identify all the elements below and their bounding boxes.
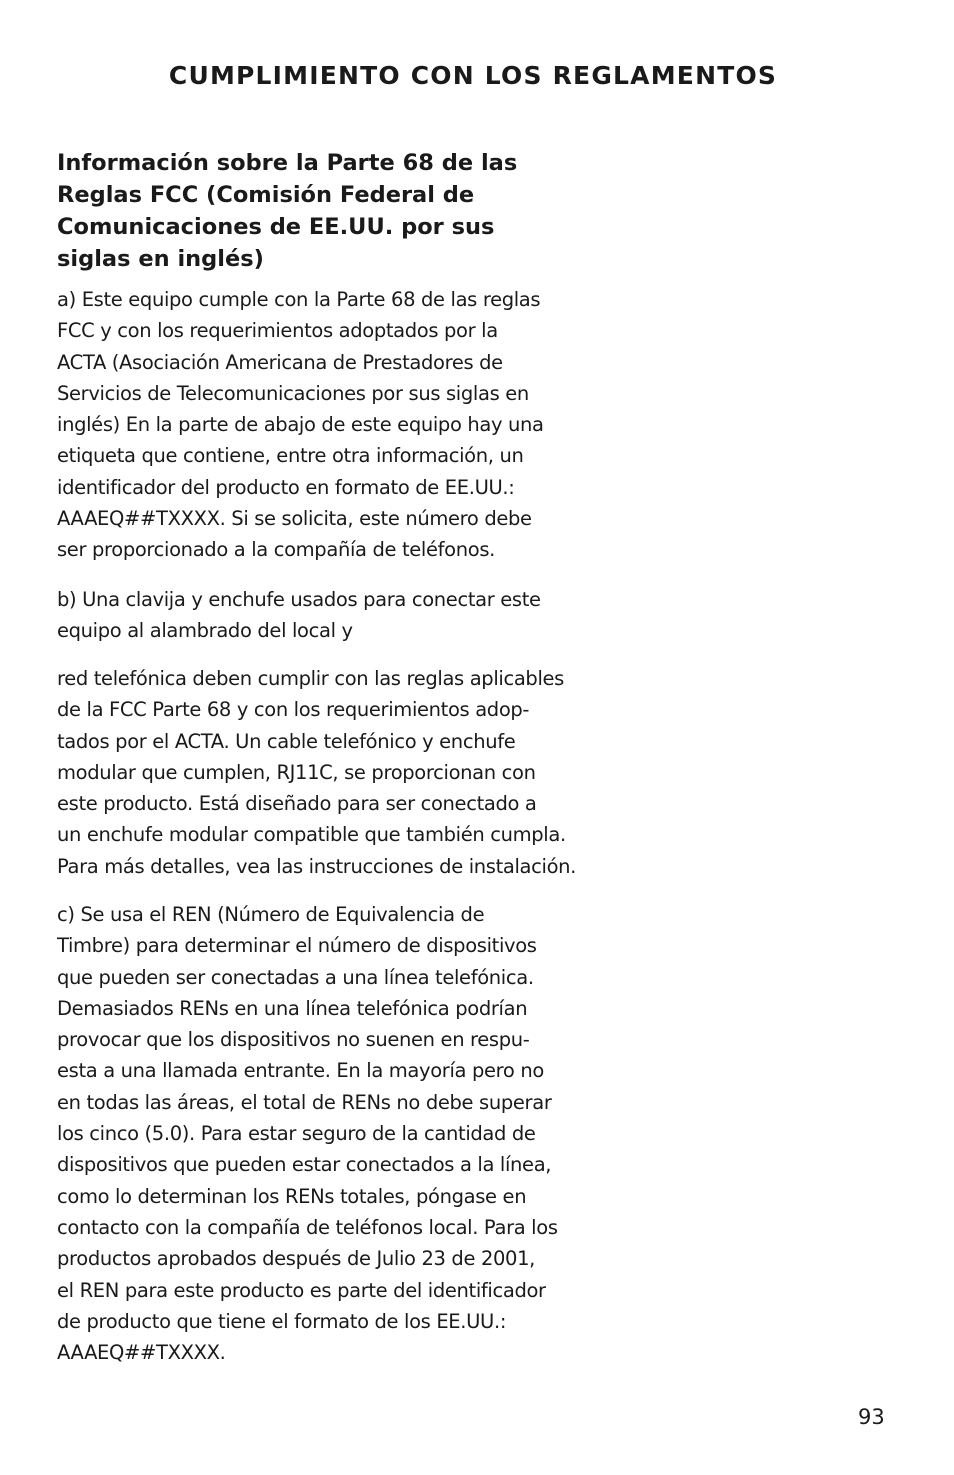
paragraph-line: en todas las áreas, el total de RENs no debe superar	[57, 1090, 552, 1114]
paragraph-line: FCC y con los requerimientos adoptados por la	[57, 319, 498, 343]
paragraph-line: Timbre) para determinar el número de dispositivos	[57, 934, 537, 958]
paragraph-line: un enchufe modular compatible que también cumpla.	[57, 823, 566, 847]
paragraph-line: de la FCC Parte 68 y con los requerimientos adop-	[57, 698, 530, 722]
paragraph-line: los cinco (5.0). Para estar seguro de la cantidad de	[57, 1122, 536, 1146]
paragraph-line: productos aprobados después de Julio 23 de 2001,	[57, 1247, 536, 1271]
paragraph-line: este producto. Está diseñado para ser conectado a	[57, 792, 537, 816]
paragraph-line: ACTA (Asociación Americana de Prestadores de	[57, 350, 503, 374]
paragraph-line: identificador del producto en formato de EE.UU.:	[57, 475, 515, 499]
paragraph-line: el REN para este producto es parte del identificador	[57, 1278, 546, 1302]
paragraph-line: AAAEQ##TXXXX.	[57, 1341, 226, 1365]
paragraph-line: como lo determinan los RENs totales, póngase en	[57, 1184, 527, 1208]
paragraph-line: a) Este equipo cumple con la Parte 68 de las reglas	[57, 288, 541, 311]
page-number: 93	[858, 1405, 885, 1429]
section-heading-line: siglas en inglés)	[57, 246, 264, 272]
paragraph-line: de producto que tiene el formato de los EE.UU.:	[57, 1309, 507, 1333]
paragraph-c	[57, 899, 587, 1368]
paragraph-line: b) Una clavija y enchufe usados para conectar este	[57, 588, 541, 611]
page-title: CUMPLIMIENTO CON LOS REGLAMENTOS	[168, 61, 778, 90]
paragraph-line: c) Se usa el REN (Número de Equivalencia de	[57, 903, 485, 926]
section-heading	[57, 147, 527, 275]
section-heading-line: Reglas FCC (Comisión Federal de	[57, 182, 475, 208]
paragraph-line: AAAEQ##TXXXX. Si se solicita, este número debe	[57, 507, 532, 531]
paragraph-b	[57, 584, 587, 647]
paragraph-line: provocar que los dispositivos no suenen en respu-	[57, 1028, 530, 1052]
section-heading-line: Información sobre la Parte 68 de las	[57, 150, 518, 176]
paragraph-line: dispositivos que pueden estar conectados a la línea,	[57, 1153, 552, 1177]
paragraph-b-continued	[57, 663, 587, 882]
paragraph-a	[57, 284, 587, 566]
paragraph-line: esta a una llamada entrante. En la mayoría pero no	[57, 1059, 544, 1083]
paragraph-line: Servicios de Telecomunicaciones por sus siglas en	[57, 381, 529, 405]
paragraph-line: red telefónica deben cumplir con las reglas aplicables	[57, 667, 564, 690]
section-heading-line: Comunicaciones de EE.UU. por sus	[57, 214, 495, 240]
paragraph-line: etiqueta que contiene, entre otra información, un	[57, 444, 524, 468]
paragraph-line: Para más detalles, vea las instrucciones de instalación.	[57, 854, 577, 878]
paragraph-line: modular que cumplen, RJ11C, se proporcionan con	[57, 760, 536, 784]
paragraph-line: Demasiados RENs en una línea telefónica podrían	[57, 996, 528, 1020]
paragraph-line: ser proporcionado a la compañía de teléfonos.	[57, 538, 495, 562]
paragraph-line: que pueden ser conectadas a una línea telefónica.	[57, 965, 534, 989]
paragraph-line: inglés) En la parte de abajo de este equipo hay una	[57, 413, 544, 437]
paragraph-line: contacto con la compañía de teléfonos local. Para los	[57, 1215, 558, 1239]
paragraph-line: equipo al alambrado del local y	[57, 619, 353, 643]
paragraph-line: tados por el ACTA. Un cable telefónico y enchufe	[57, 729, 516, 753]
